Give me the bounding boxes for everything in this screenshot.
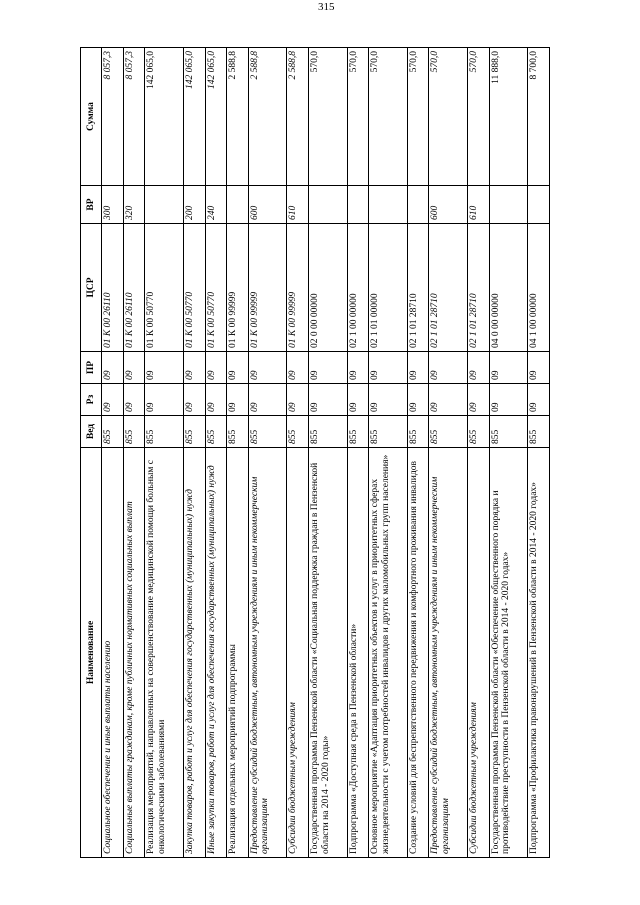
row-vr: 200	[183, 186, 205, 224]
row-csr: 04 0 00 00000	[489, 224, 528, 352]
row-amount: 142 065,0	[205, 48, 227, 186]
row-vr: 610	[287, 186, 309, 224]
row-pr: 09	[123, 352, 145, 384]
row-rz: 09	[145, 384, 184, 416]
row-vr	[347, 186, 369, 224]
row-rz: 09	[227, 384, 249, 416]
row-csr: 01 К 00 50770	[145, 224, 184, 352]
row-ved: 855	[347, 416, 369, 448]
table-row	[429, 48, 468, 858]
row-vr: 600	[429, 186, 468, 224]
row-amount: 2 588,8	[248, 48, 287, 186]
row-csr: 02 1 01 28710	[407, 224, 429, 352]
row-rz: 09	[347, 384, 369, 416]
row-csr: 02 1 01 00000	[369, 224, 408, 352]
row-ved: 855	[145, 416, 184, 448]
row-ved: 855	[369, 416, 408, 448]
table-row	[123, 48, 145, 858]
row-amount: 570,0	[347, 48, 369, 186]
row-ved: 855	[205, 416, 227, 448]
row-pr: 09	[407, 352, 429, 384]
rotated-budget-table-wrapper	[80, 48, 550, 858]
row-rz: 09	[369, 384, 408, 416]
row-csr: 01 К 00 26110	[123, 224, 145, 352]
row-name: Государственная программа Пензенской области «Социальная поддержка граждан в Пензенской области на 2014 - 2020 годы»	[309, 448, 348, 858]
row-amount: 142 065,0	[145, 48, 184, 186]
row-pr: 09	[287, 352, 309, 384]
row-ved: 855	[467, 416, 489, 448]
row-name: Социальные выплаты гражданам, кроме публичных нормативных социальных выплат	[123, 448, 145, 858]
row-name: Государственная программа Пензенской области «Обеспечение общественного порядка и противодействие преступности в Пензенской области в 2014 - 2020 годах»	[489, 448, 528, 858]
table-row	[205, 48, 227, 858]
row-vr: 600	[248, 186, 287, 224]
header-pr: ПР	[81, 352, 102, 384]
table-row	[227, 48, 249, 858]
row-csr: 01 К 00 50770	[205, 224, 227, 352]
table-row	[145, 48, 184, 858]
table-row	[309, 48, 348, 858]
row-ved: 855	[183, 416, 205, 448]
row-pr: 09	[205, 352, 227, 384]
row-csr: 02 1 01 28710	[467, 224, 489, 352]
row-pr: 09	[227, 352, 249, 384]
row-ved: 855	[248, 416, 287, 448]
table-row	[347, 48, 369, 858]
row-vr: 610	[467, 186, 489, 224]
header-amount: Сумма	[81, 48, 102, 186]
row-name: Реализация мероприятий, направленных на совершенствование медицинской помощи больным с онкологическими заболеваниями	[145, 448, 184, 858]
row-vr: 240	[205, 186, 227, 224]
row-csr: 01 К 00 26110	[102, 224, 124, 352]
row-rz: 09	[467, 384, 489, 416]
table-row	[287, 48, 309, 858]
row-vr	[145, 186, 184, 224]
row-name: Субсидии бюджетным учреждениям	[287, 448, 309, 858]
row-name: Социальное обеспечение и иные выплаты населению	[102, 448, 124, 858]
row-rz: 09	[123, 384, 145, 416]
row-amount: 8 057,3	[102, 48, 124, 186]
row-vr	[227, 186, 249, 224]
budget-table	[80, 47, 550, 858]
table-row	[248, 48, 287, 858]
row-rz: 09	[528, 384, 550, 416]
row-pr: 09	[347, 352, 369, 384]
row-ved: 855	[309, 416, 348, 448]
header-rz: Рз	[81, 384, 102, 416]
row-pr: 09	[467, 352, 489, 384]
row-csr: 02 1 01 28710	[429, 224, 468, 352]
row-csr: 01 К 00 99999	[227, 224, 249, 352]
header-ved: Вед	[81, 416, 102, 448]
row-ved: 855	[287, 416, 309, 448]
row-ved: 855	[489, 416, 528, 448]
header-csr: ЦСР	[81, 224, 102, 352]
table-row	[369, 48, 408, 858]
row-amount: 570,0	[369, 48, 408, 186]
row-rz: 09	[489, 384, 528, 416]
row-rz: 09	[407, 384, 429, 416]
row-amount: 8 700,0	[528, 48, 550, 186]
row-amount: 570,0	[309, 48, 348, 186]
row-csr: 02 1 00 00000	[347, 224, 369, 352]
row-vr	[528, 186, 550, 224]
row-rz: 09	[287, 384, 309, 416]
header-vr: ВР	[81, 186, 102, 224]
row-pr: 09	[145, 352, 184, 384]
row-pr: 09	[369, 352, 408, 384]
row-name: Предоставление субсидий бюджетным, автономным учреждениям и иным некоммерческим организациям	[429, 448, 468, 858]
row-csr: 01 К 00 99999	[248, 224, 287, 352]
row-name: Предоставление субсидий бюджетным, автономным учреждениям и иным некоммерческим организациям	[248, 448, 287, 858]
row-csr: 02 0 00 00000	[309, 224, 348, 352]
row-csr: 04 1 00 00000	[528, 224, 550, 352]
row-pr: 09	[429, 352, 468, 384]
row-amount: 11 888,0	[489, 48, 528, 186]
row-name: Создание условий для беспрепятственного передвижения и комфортного проживания инвалидов	[407, 448, 429, 858]
row-pr: 09	[248, 352, 287, 384]
row-amount: 142 065,0	[183, 48, 205, 186]
row-name: Подпрограмма «Профилактика правонарушений в Пензенской области в 2014 - 2020 годах»	[528, 448, 550, 858]
row-pr: 09	[489, 352, 528, 384]
row-amount: 8 057,3	[123, 48, 145, 186]
row-amount: 2 588,8	[287, 48, 309, 186]
row-rz: 09	[309, 384, 348, 416]
row-rz: 09	[248, 384, 287, 416]
row-ved: 855	[227, 416, 249, 448]
row-vr	[369, 186, 408, 224]
row-name: Закупка товаров, работ и услуг для обеспечения государственных (муниципальных) нужд	[183, 448, 205, 858]
row-ved: 855	[528, 416, 550, 448]
row-ved: 855	[407, 416, 429, 448]
row-vr	[407, 186, 429, 224]
table-row	[407, 48, 429, 858]
row-name: Реализация отдельных мероприятий подпрограммы	[227, 448, 249, 858]
row-rz: 09	[429, 384, 468, 416]
table-row	[183, 48, 205, 858]
row-vr: 300	[102, 186, 124, 224]
row-rz: 09	[183, 384, 205, 416]
row-vr	[309, 186, 348, 224]
header-name: Наименование	[81, 448, 102, 858]
table-row	[528, 48, 550, 858]
row-csr: 01 К 00 99999	[287, 224, 309, 352]
row-pr: 09	[528, 352, 550, 384]
row-pr: 09	[183, 352, 205, 384]
row-pr: 09	[102, 352, 124, 384]
row-amount: 570,0	[429, 48, 468, 186]
page-number: 315	[318, 1, 335, 13]
row-amount: 2 588,8	[227, 48, 249, 186]
row-ved: 855	[429, 416, 468, 448]
row-amount: 570,0	[467, 48, 489, 186]
table-row	[102, 48, 124, 858]
row-vr: 320	[123, 186, 145, 224]
row-name: Основное мероприятие «Адаптация приоритетных объектов и услуг в приоритетных сферах жизнедеятельности с учетом потребностей инвалидов и других маломобильных групп населения»	[369, 448, 408, 858]
row-vr	[489, 186, 528, 224]
row-rz: 09	[205, 384, 227, 416]
row-name: Иные закупки товаров, работ и услуг для обеспечения государственных (муниципальных) нужд	[205, 448, 227, 858]
table-header-row	[81, 48, 102, 858]
row-amount: 570,0	[407, 48, 429, 186]
row-ved: 855	[102, 416, 124, 448]
row-ved: 855	[123, 416, 145, 448]
row-csr: 01 К 00 50770	[183, 224, 205, 352]
table-row	[467, 48, 489, 858]
table-row	[489, 48, 528, 858]
row-name: Подпрограмма «Доступная среда в Пензенской области»	[347, 448, 369, 858]
row-rz: 09	[102, 384, 124, 416]
row-name: Субсидии бюджетным учреждениям	[467, 448, 489, 858]
row-pr: 09	[309, 352, 348, 384]
